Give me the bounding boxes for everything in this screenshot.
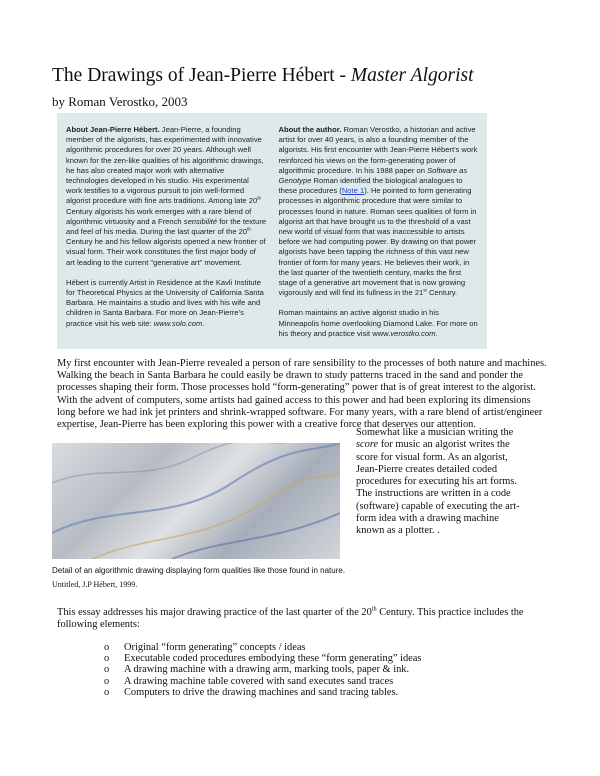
text: Executable coded procedures embodying these “form generating” ideas	[124, 652, 422, 664]
bio-box	[57, 113, 487, 349]
page-title	[52, 64, 547, 88]
text: Hébert is currently Artist in Residence at the Kavli Institute for Theoretical Physics at the University of California Santa Barbara. He maintains a studio and lives with his wife and children in Santa Barbara. For more on Jean-Pierre's practice visit his web site:	[66, 277, 264, 328]
side-paragraph	[356, 427, 526, 537]
text: Century.	[426, 288, 458, 298]
sup: th	[371, 605, 377, 613]
text: Century algorists his work emerges with a rare blend of algorithmic virtuosity and a French	[66, 206, 252, 226]
text: for music an algorist writes the score for visual form. As an algorist, Jean-Pierre creates detailed coded procedures for executing his art forms. The instructions are written in a code (software) capable of executing the art-form idea with a drawing machine known as a plotter. .	[356, 439, 520, 536]
text: score	[356, 439, 379, 451]
bullet-icon: o	[104, 686, 110, 698]
about-hebert	[66, 125, 267, 339]
bullet-icon: o	[104, 641, 110, 653]
byline: by Roman Verostko, 2003	[52, 94, 188, 109]
image-caption: Detail of an algorithmic drawing displaying form qualities like those found in nature.	[52, 566, 346, 576]
text: A drawing machine table covered with sand executes sand traces	[124, 675, 394, 687]
figure-row	[52, 427, 547, 559]
algorithmic-drawing-image	[52, 443, 340, 559]
text: Century. This practice includes the following elements:	[57, 607, 524, 631]
text: Roman maintains an active algorist studio in his Minneapolis home overlooking Diamond Lake. For more on his theory and practice visit www.	[278, 308, 478, 338]
heading: About Jean-Pierre Hébert.	[66, 125, 160, 134]
title-italic: Master Algorist	[350, 65, 474, 86]
about-author	[279, 125, 480, 339]
text: A drawing machine with a drawing arm, marking tools, paper & ink.	[124, 664, 410, 676]
heading: About the author.	[278, 125, 342, 134]
bullet-icon: o	[104, 675, 110, 687]
list-item	[104, 664, 547, 675]
elements-list	[104, 642, 547, 698]
text: Software as Genotype	[278, 165, 468, 186]
bullet-icon: o	[104, 664, 110, 676]
sup: st	[423, 287, 427, 293]
bullet-icon: o	[104, 652, 110, 664]
essay-paragraph	[57, 607, 547, 631]
text: sensibilité	[183, 216, 218, 226]
list-item	[104, 676, 547, 687]
text: for the texture and feel of his media. During the last quarter of the 20	[66, 216, 267, 237]
website: verostko.com	[390, 328, 436, 338]
text: Computers to drive the drawing machines and sand tracing tables.	[124, 686, 399, 698]
text: Somewhat like a musician writing the	[356, 427, 514, 439]
list-item	[104, 642, 547, 653]
text: Century he and his fellow algorists opened a new frontier of visual form. Their work constitutes the first major body of art leading to the current "generative art" movement.	[66, 237, 266, 267]
text: ). He pointed to form generating processes in algorithmic procedure that were similar to processes found in nature. Roman sees qualities of form in algorist art that have brought us to the threshold of a vast new world of visual form that was inaccessible to artists before we had computing power. By drawing on that power algorists have been tapping the richness of this vast new frontier of form for many years. He believes their work, in the last quarter of the twentieth century, marks the first stage of a generative art movement that is now growing vigorously and will find its fullness in the 21	[278, 186, 477, 298]
drawing-pattern	[52, 443, 340, 559]
text: This essay addresses his major drawing practice of the last quarter of the 20	[57, 607, 372, 619]
image-credit: Untitled, J.P Hébert, 1999.	[52, 580, 138, 590]
intro-paragraph: My first encounter with Jean-Pierre revealed a person of rare sensibility to the processes of both nature and machines. Walking the beach in Santa Barbara he could easily be drawn to study patterns traced in the sand and ponder the processes shaping their form. Those processes hold “form-generating” power that is of great interest to the algorist. With the advent of computers, some artists had gained access to this power and had been exploring its dimensions long before we had ink jet printers and shrink-wrapped software. For many years, with a rare blend of artist/engineer expertise, Jean-Pierre has been exploring this power with a creative force that deserves our attention.	[57, 358, 547, 431]
note-1-link[interactable]: Note 1	[341, 186, 365, 196]
text: .	[435, 328, 438, 338]
text: Roman Verostko, a historian and active artist for over 40 years, is also a founding member of the algorists. His first encounter with Jean-Pierre Hébert's work reinforced his views on the form-generating power of algorithmic procedure. In his 1988 paper on	[278, 125, 478, 175]
text: .	[202, 318, 205, 328]
list-item	[104, 687, 547, 698]
list-item	[104, 653, 547, 664]
text: Jean-Pierre, a founding member of the algorists, has experimented with innovative algorithmic procedures for over 20 years. Although well known for the zen-like qualities of his algorithmic drawings, he has also created major work with alternative technologies developed in his studio. His experimental work testifies to a vigorous pursuit to join well-formed algorist procedure with fine arts traditions. Among late 20	[66, 125, 264, 206]
website: www.solo.com	[153, 318, 203, 328]
text: Roman identified the biological analogues to these procedures (	[278, 176, 463, 196]
sup: th	[257, 195, 262, 201]
title-text: The Drawings of Jean-Pierre Hébert -	[52, 65, 351, 86]
sup: th	[247, 226, 251, 232]
text: Original “form generating” concepts / ideas	[124, 641, 306, 653]
